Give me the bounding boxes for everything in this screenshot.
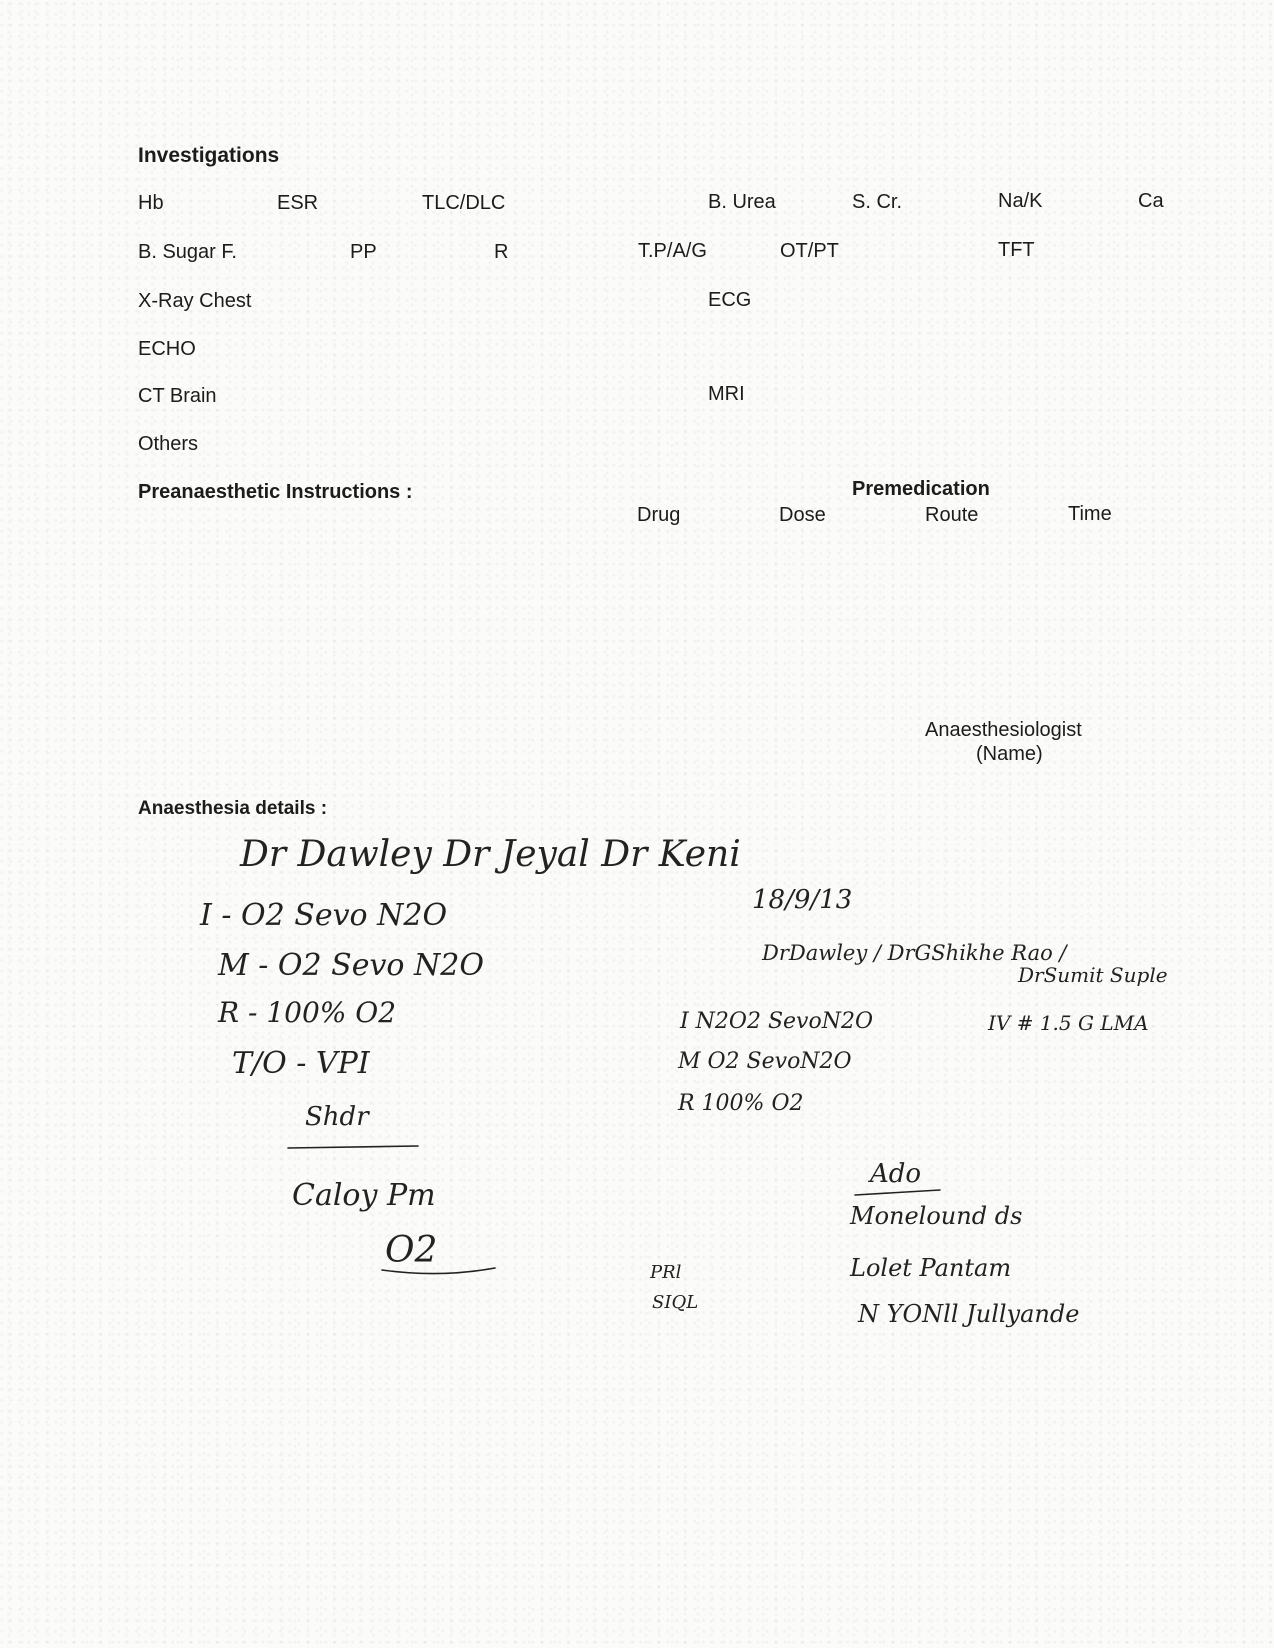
hw-left-caloy: Caloy Pm bbox=[292, 1178, 436, 1213]
anaesthesiologist-label: Anaesthesiologist bbox=[925, 719, 1082, 741]
preanaesthetic-heading: Preanaesthetic Instructions : bbox=[138, 481, 413, 503]
hw-left-to: T/O - VPI bbox=[232, 1046, 370, 1081]
hw-left-shdr: Shdr bbox=[305, 1102, 369, 1132]
hw-drug-2: Monelound ds bbox=[850, 1202, 1023, 1230]
anaesthesia-details-heading: Anaesthesia details : bbox=[138, 798, 328, 819]
label-tft: TFT bbox=[998, 239, 1035, 261]
label-ct-brain: CT Brain bbox=[138, 385, 217, 407]
hw-left-recovery: R - 100% O2 bbox=[218, 996, 397, 1029]
label-xray-chest: X-Ray Chest bbox=[138, 290, 252, 312]
hw-left-maintenance: M - O2 Sevo N2O bbox=[218, 948, 484, 983]
label-s-cr: S. Cr. bbox=[852, 191, 903, 213]
label-esr: ESR bbox=[277, 192, 319, 214]
hw-iv-lma: IV # 1.5 G LMA bbox=[988, 1011, 1149, 1035]
investigations-heading: Investigations bbox=[138, 144, 280, 167]
label-b-urea: B. Urea bbox=[708, 191, 776, 213]
premed-col-route: Route bbox=[925, 504, 979, 526]
hw-drug-1: Ado bbox=[870, 1159, 922, 1189]
label-ecg: ECG bbox=[708, 289, 752, 311]
hw-induction: I N2O2 SevoN2O bbox=[680, 1009, 874, 1034]
label-hb: Hb bbox=[138, 192, 164, 214]
hw-prl: PRl bbox=[650, 1262, 682, 1283]
premedication-heading: Premedication bbox=[852, 478, 990, 500]
premed-col-drug: Drug bbox=[637, 504, 681, 526]
hw-team-1: DrDawley / DrGShikhe Rao / bbox=[762, 941, 1067, 965]
label-tp-a-g: T.P/A/G bbox=[638, 240, 707, 262]
hw-drug-4: N YONll Jullyande bbox=[858, 1300, 1080, 1328]
hw-date: 18/9/13 bbox=[752, 885, 853, 915]
hw-team-2: DrSumit Suple bbox=[1018, 963, 1168, 987]
label-pp: PP bbox=[350, 241, 377, 263]
label-echo: ECHO bbox=[138, 338, 196, 360]
premed-col-dose: Dose bbox=[779, 504, 826, 526]
label-ca: Ca bbox=[1138, 190, 1164, 212]
label-tlc-dlc: TLC/DLC bbox=[422, 192, 506, 214]
label-b-sugar-f: B. Sugar F. bbox=[138, 241, 237, 263]
label-others: Others bbox=[138, 433, 199, 455]
hw-doctors: Dr Dawley Dr Jeyal Dr Keni bbox=[240, 834, 741, 875]
hw-siql: SIQL bbox=[652, 1292, 699, 1313]
label-r: R bbox=[494, 241, 509, 263]
hw-left-induction: I - O2 Sevo N2O bbox=[200, 898, 448, 933]
hw-drug-3: Lolet Pantam bbox=[850, 1254, 1012, 1282]
hw-underline-1 bbox=[288, 1146, 418, 1148]
label-mri: MRI bbox=[708, 383, 745, 405]
label-ot-pt: OT/PT bbox=[780, 240, 839, 262]
hw-maintenance: M O2 SevoN2O bbox=[678, 1049, 852, 1074]
anaesthesiologist-name-label: (Name) bbox=[976, 743, 1043, 765]
hw-left-o2: O2 bbox=[385, 1230, 438, 1271]
hw-underline-3 bbox=[855, 1190, 940, 1195]
label-na-k: Na/K bbox=[998, 190, 1043, 212]
hw-recovery: R 100% O2 bbox=[678, 1091, 804, 1116]
premed-col-time: Time bbox=[1068, 503, 1112, 525]
